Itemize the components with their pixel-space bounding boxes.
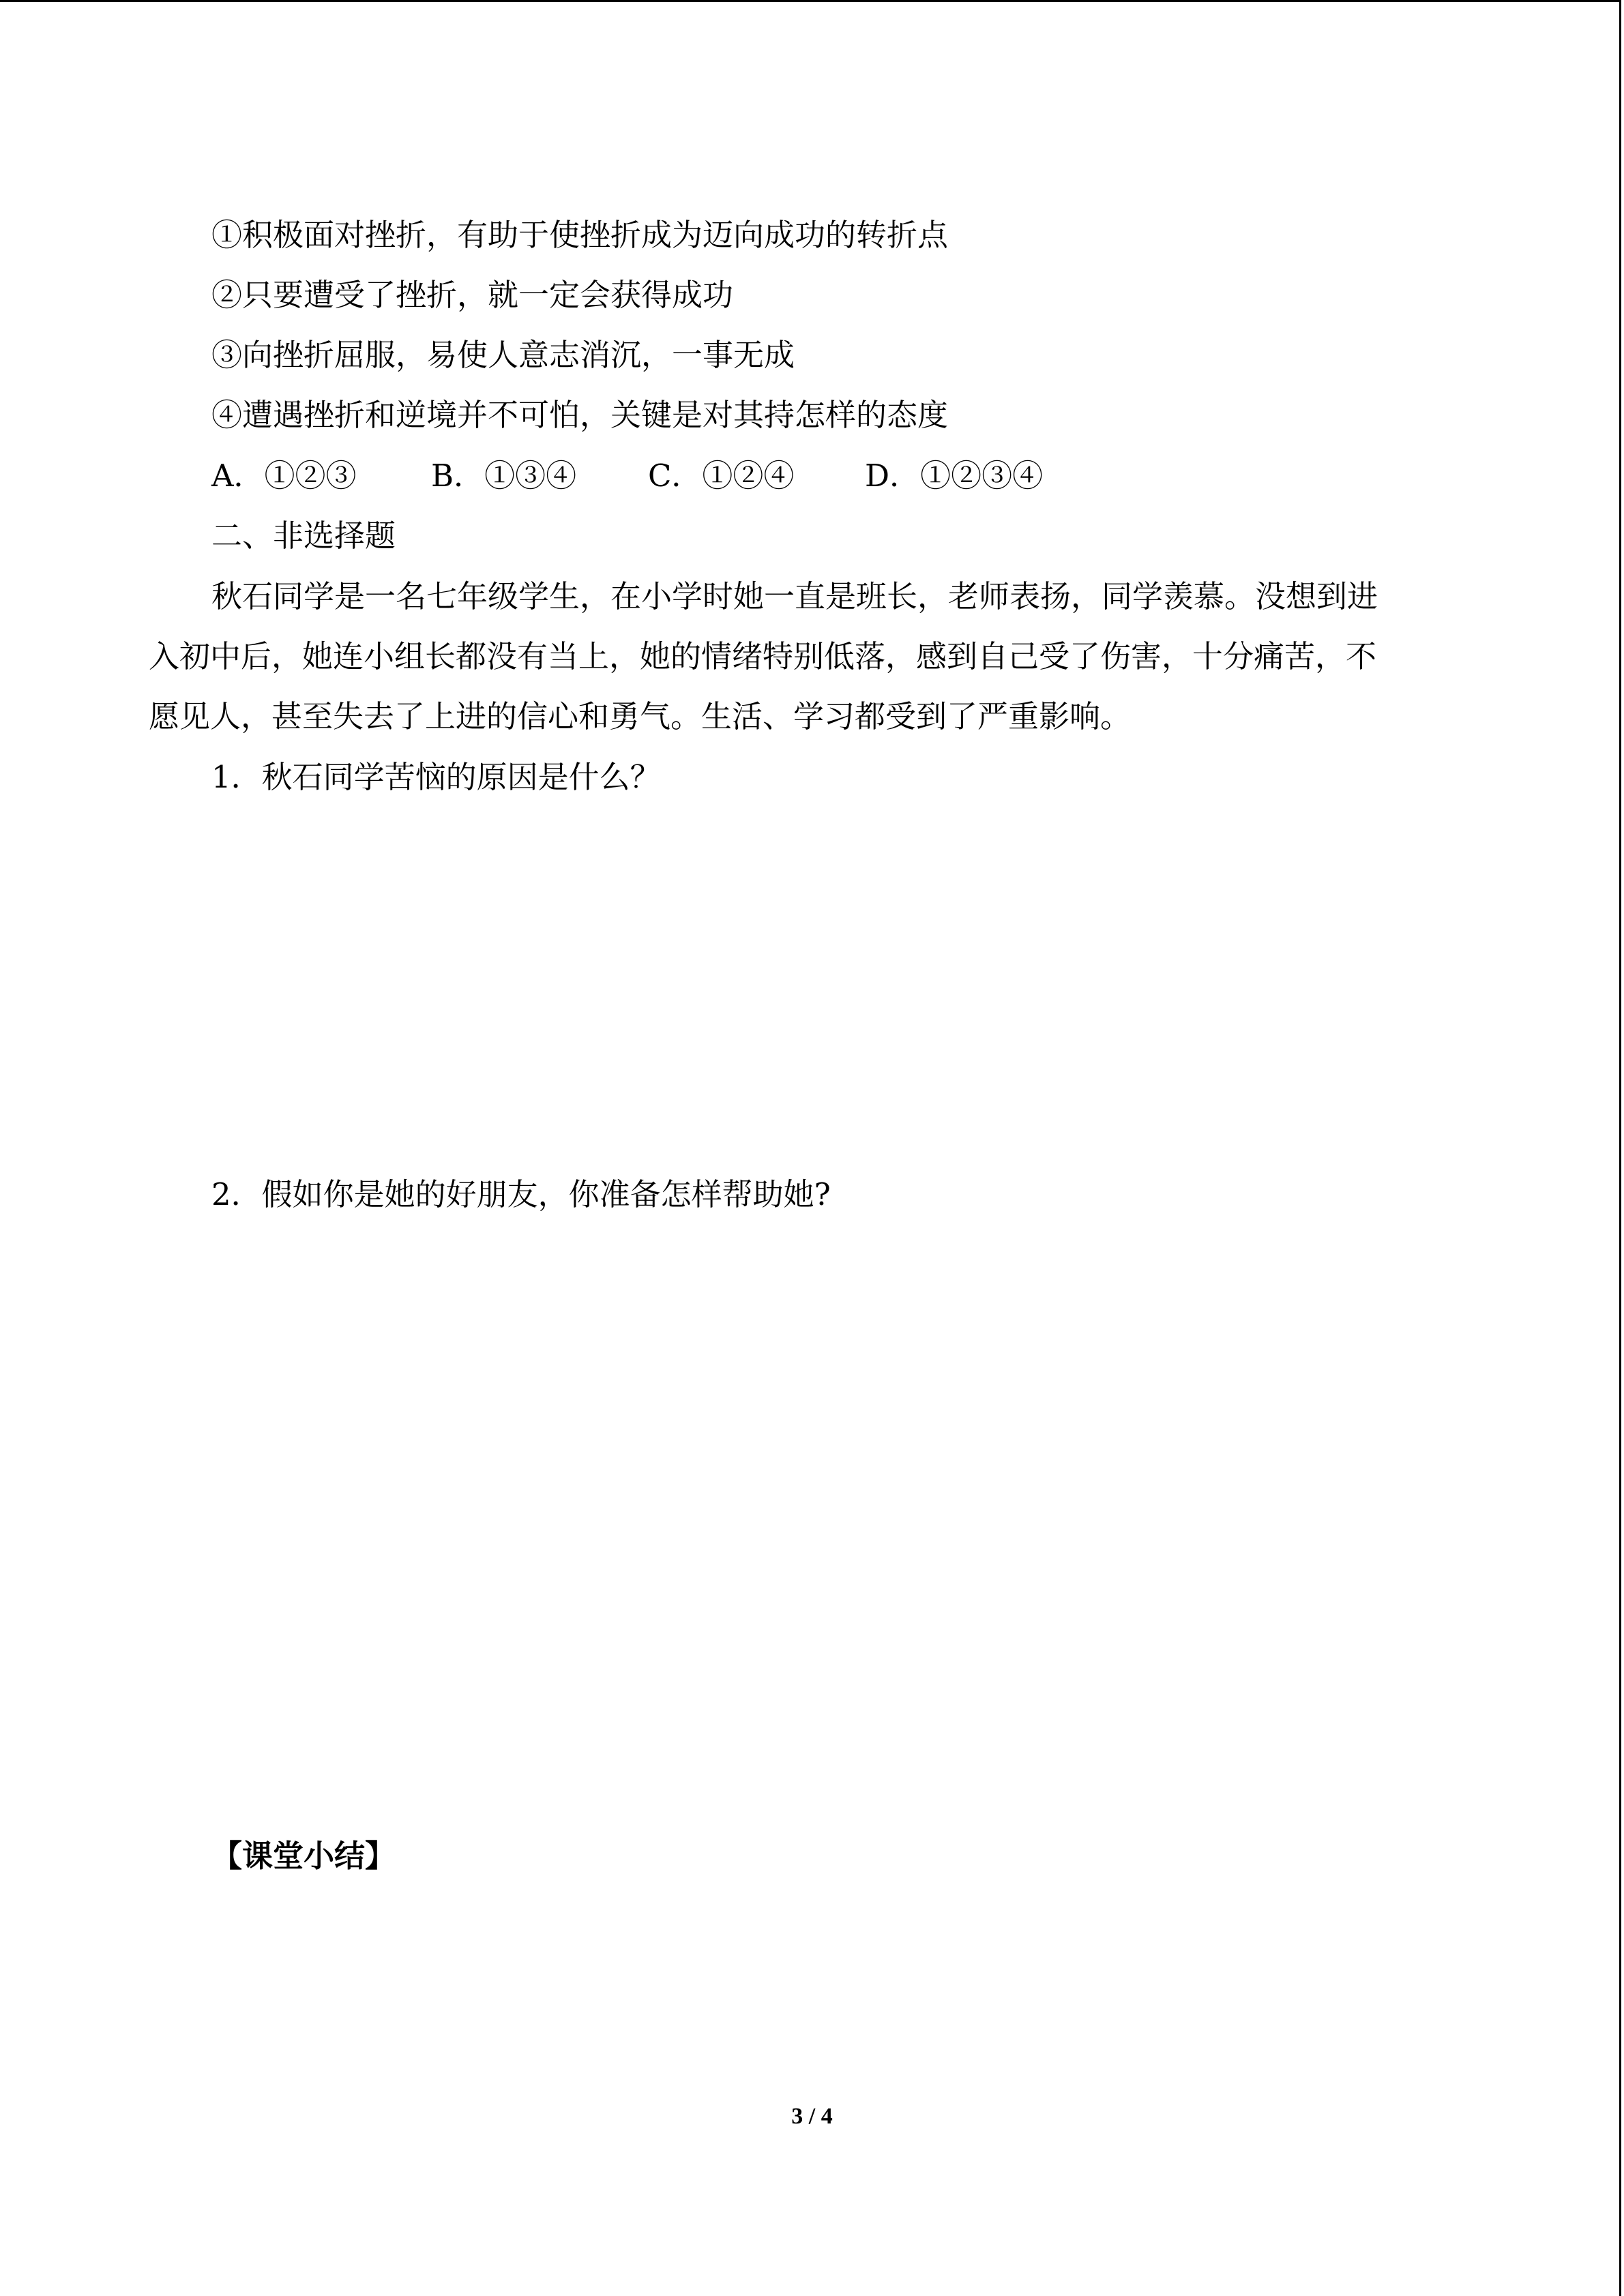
option-b: B．①③④: [431, 458, 577, 494]
statement-1: ①积极面对挫折，有助于使挫折成为迈向成功的转折点: [211, 217, 949, 253]
section-heading: 二、非选择题: [211, 518, 396, 554]
answer-options: [211, 456, 1043, 496]
question-1: 1．秋石同学苦恼的原因是什么？: [211, 759, 661, 795]
summary-heading: 【课堂小结】: [211, 1838, 396, 1874]
page-number: 3 / 4: [791, 2104, 833, 2129]
question-2: 2．假如你是她的好朋友，你准备怎样帮助她?: [211, 1176, 831, 1212]
statement-2: ②只要遭受了挫折，就一定会获得成功: [211, 277, 734, 313]
statement-4: ④遭遇挫折和逆境并不可怕，关键是对其持怎样的态度: [211, 397, 949, 433]
option-d: D．①②③④: [865, 458, 1044, 494]
passage-line-2: 入初中后，她连小组长都没有当上，她的情绪特别低落，感到自己受了伤害，十分痛苦，不: [149, 638, 1377, 674]
passage-line-1: 秋石同学是一名七年级学生，在小学时她一直是班长，老师表扬，同学羡慕。没想到进: [211, 578, 1378, 614]
passage-line-3: 愿见人，甚至失去了上进的信心和勇气。生活、学习都受到了严重影响。: [149, 698, 1132, 734]
statement-3: ③向挫折屈服，易使人意志消沉，一事无成: [211, 337, 795, 373]
option-a: A．①②③: [211, 458, 357, 494]
option-c: C．①②④: [648, 458, 795, 494]
